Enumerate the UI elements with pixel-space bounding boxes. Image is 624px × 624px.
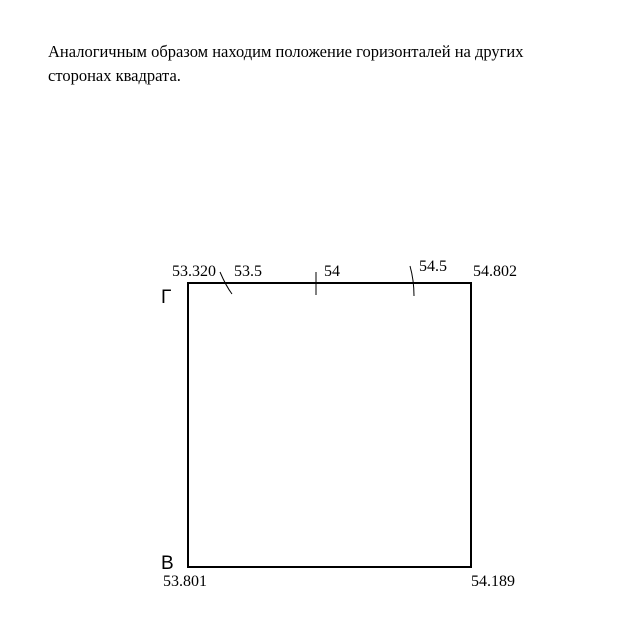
instruction-line-2: сторонах квадрата. [48,66,181,85]
corner-letter-bottom-left: В [161,553,174,574]
contour-label-54: 54 [324,263,340,280]
contour-tick-54-5 [410,266,414,296]
elevation-top-left: 53.320 [172,263,216,280]
elevation-bottom-left: 53.801 [163,573,207,590]
grid-square [188,283,471,567]
contour-label-54-5: 54.5 [419,258,447,275]
corner-letter-top-left: Г [161,287,172,308]
elevation-bottom-right: 54.189 [471,573,515,590]
contour-label-53-5: 53.5 [234,263,262,280]
instruction-line-1: Аналогичным образом находим положение горизонталей на других [48,42,524,61]
elevation-top-right: 54.802 [473,263,517,280]
